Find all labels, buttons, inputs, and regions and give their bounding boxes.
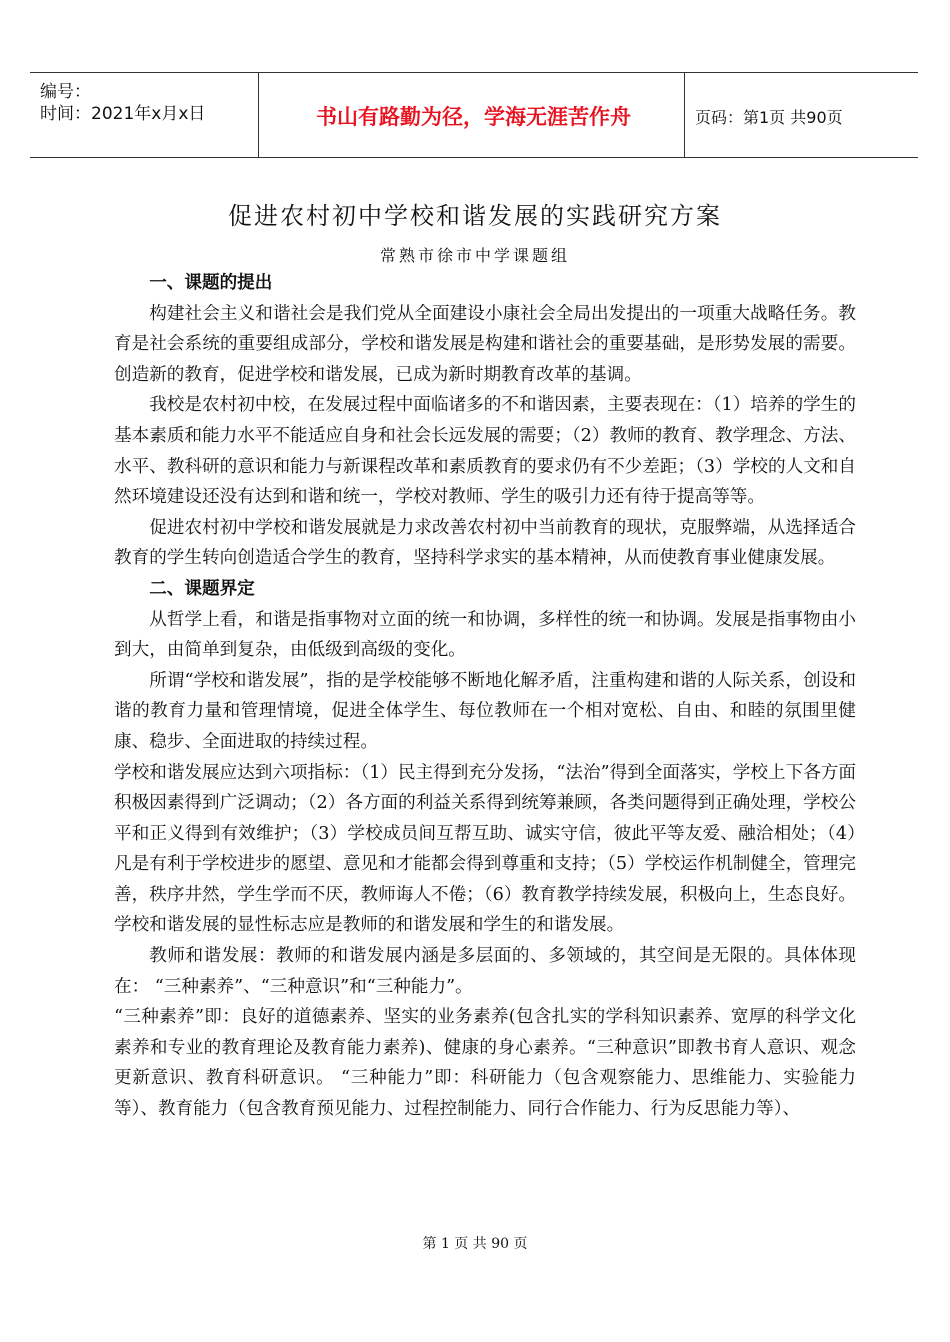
header-divider	[258, 73, 259, 157]
document-author: 常熟市徐市中学课题组	[379, 246, 570, 265]
paragraph: 学校和谐发展应达到六项指标：（1）民主得到充分发扬，“法治”得到全面落实，学校上下各方面积极因素得到广泛调动；（2）各方面的利益关系得到统筹兼顾，各类问题得到正确处理，学校公平和正义得到有效维护；（3）学校成员间互帮互助、诚实守信，彼此平等友爱、融洽相处；（4）凡是有利于学校进步的愿望、意见和才能都会得到尊重和支持；（5）学校运作机制健全，管理完善，秩序井然，学生学而不厌，教师诲人不倦；（6）教育教学持续发展，积极向上，生态良好。学校和谐发展的显性标志应是教师的和谐发展和学生的和谐发展。	[114, 762, 856, 936]
paragraph: 所谓“学校和谐发展”，指的是学校能够不断地化解矛盾，注重构建和谐的人际关系，创设和谐的教育力量和管理情境，促进全体学生、每位教师在一个相对宽松、自由、和睦的氛围里健康、稳步、全面进取的持续过程。	[114, 670, 856, 752]
paragraph: 从哲学上看，和谐是指事物对立面的统一和协调，多样性的统一和协调。发展是指事物由小到大，由简单到复杂，由低级到高级的变化。	[114, 609, 856, 661]
time-label: 时间：2021年x月x日	[40, 104, 206, 124]
header-meta	[40, 81, 205, 125]
document-title: 促进农村初中学校和谐发展的实践研究方案	[228, 202, 722, 230]
page-footer: 第 1 页 共 90 页	[422, 1236, 528, 1252]
paragraph: 促进农村初中学校和谐发展就是力求改善农村初中当前教育的现状，克服弊端，从选择适合教育的学生转向创造适合学生的教育，坚持科学求实的基本精神，从而使教育事业健康发展。	[114, 517, 856, 569]
header-motto: 书山有路勤为径，学海无涯苦作舟	[316, 105, 631, 129]
paragraph: 我校是农村初中校，在发展过程中面临诸多的不和谐因素，主要表现在：（1）培养的学生的基本素质和能力水平不能适应自身和社会长远发展的需要；（2）教师的教育、教学理念、方法、水平、教科研的意识和能力与新课程改革和素质教育的要求仍有不少差距；（3）学校的人文和自然环境建设还没有达到和谐和统一，学校对教师、学生的吸引力还有待于提高等等。	[114, 395, 856, 508]
paragraph: “三种素养”即：良好的道德素养、坚实的业务素养(包含扎实的学科知识素养、宽厚的科学文化素养和专业的教育理论及教育能力素养)、健康的身心素养。“三种意识”即教书育人意识、观念更新意识、教育科研意识。 “三种能力”即：科研能力（包含观察能力、思维能力、实验能力等）、教育能力（包含教育预见能力、过程控制能力、同行合作能力、行为反思能力等）、	[114, 1007, 856, 1120]
paragraph: 构建社会主义和谐社会是我们党从全面建设小康社会全局出发提出的一项重大战略任务。教育是社会系统的重要组成部分，学校和谐发展是构建和谐社会的重要基础，是形势发展的需要。创造新的教育，促进学校和谐发展，已成为新时期教育改革的基调。	[114, 303, 856, 385]
document-body	[114, 268, 856, 1125]
paragraph: 教师和谐发展：教师的和谐发展内涵是多层面的、多领域的，其空间是无限的。具体体现在： “三种素养”、“三种意识”和“三种能力”。	[114, 946, 856, 997]
header-page-info: 页码：第1页 共90页	[695, 108, 843, 127]
section-heading: 一、课题的提出	[149, 273, 273, 293]
section-heading: 二、课题界定	[149, 578, 255, 599]
header-table	[30, 72, 918, 158]
number-label: 编号：	[40, 82, 91, 102]
